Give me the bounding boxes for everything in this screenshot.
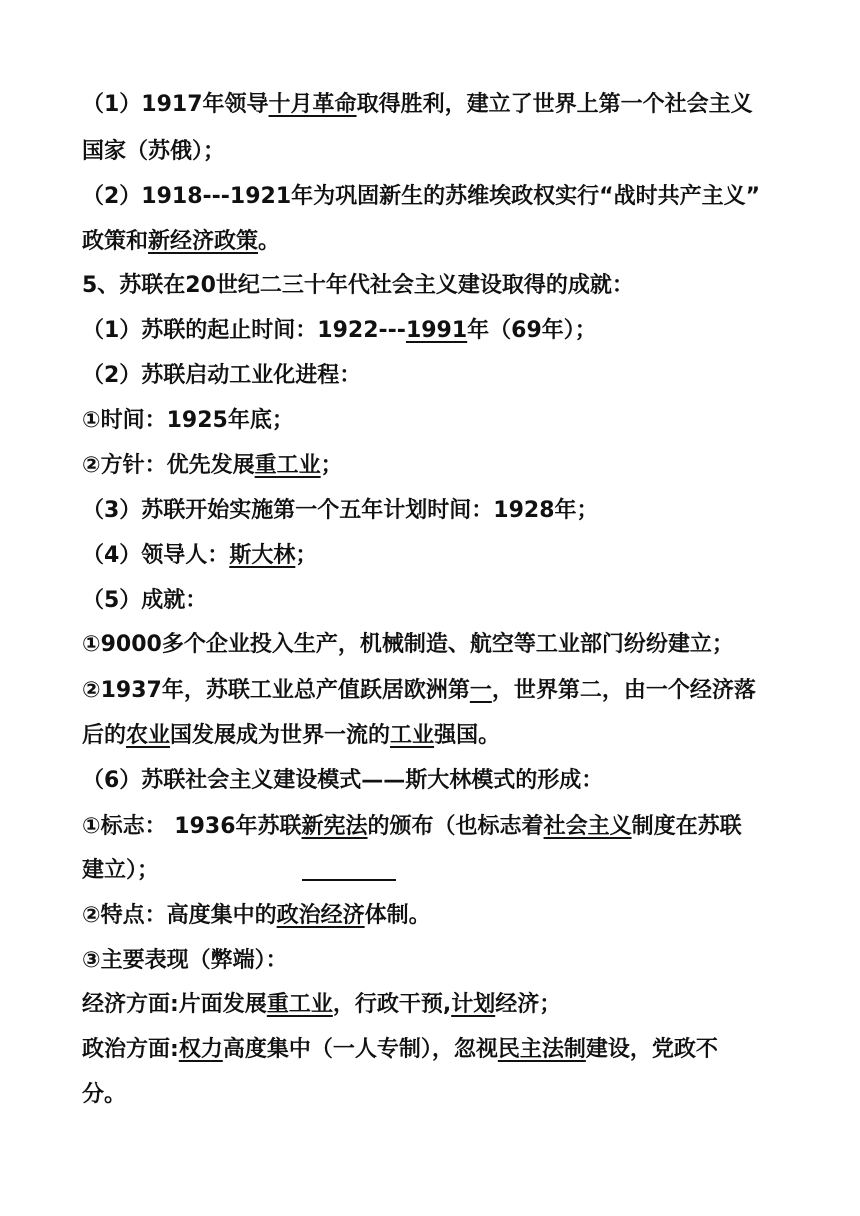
text-segment: 取得胜利，建立了世界上第一个社会主义	[356, 92, 753, 117]
underlined-answer: 重工业	[266, 992, 333, 1017]
text-segment: 高度集中（一人专制），忽视	[222, 1037, 498, 1062]
text-segment: ②1937年，苏联工业总产值跃居欧洲第	[82, 678, 470, 703]
text-segment: 政治方面:	[82, 1037, 179, 1062]
text-line	[82, 361, 782, 391]
text-segment: 年（69年）；	[467, 318, 597, 343]
underlined-answer: 一	[469, 678, 492, 703]
text-segment: 政策和	[82, 229, 149, 254]
text-line	[82, 271, 782, 301]
text-line	[82, 586, 782, 616]
underlined-answer: 十月革命	[268, 92, 357, 117]
underlined-answer: 权力	[178, 1037, 223, 1062]
text-segment: 。	[258, 229, 281, 254]
text-line	[82, 137, 782, 167]
underlined-answer: 社会主义	[543, 814, 632, 839]
text-segment: （1）苏联的起止时间：1922---	[82, 318, 406, 343]
text-segment: 强国。	[434, 723, 501, 748]
underlined-answer: 工业	[390, 723, 435, 748]
text-segment: 国发展成为世界一流的	[170, 723, 391, 748]
underlined-answer: 政治经济	[276, 903, 365, 928]
text-segment: 分。	[82, 1082, 127, 1107]
underlined-answer: 新宪法	[301, 814, 368, 839]
text-segment: 的颁布（也标志着	[367, 814, 544, 839]
text-segment: 体制。	[364, 903, 431, 928]
text-line	[82, 812, 782, 842]
text-line	[82, 990, 782, 1020]
text-segment: 5、苏联在20世纪二三十年代社会主义建设取得的成就：	[82, 273, 634, 298]
text-segment: （4）领导人：	[82, 543, 230, 568]
text-line	[82, 946, 782, 976]
text-segment: ③主要表现（弊端）：	[82, 948, 288, 973]
underlined-answer: 新经济政策	[148, 229, 259, 254]
text-segment: （2）1918---1921年为巩固新生的苏维埃政权实行“战时共产主义”	[82, 184, 761, 209]
underlined-answer: 斯大林	[229, 543, 296, 568]
text-line	[82, 901, 782, 931]
text-segment: 建立）；	[82, 858, 160, 883]
text-segment: ②特点：高度集中的	[82, 903, 277, 928]
text-segment: （1）1917年领导	[82, 92, 269, 117]
text-segment: ①时间：1925年底；	[82, 408, 294, 433]
text-segment: 经济方面:片面发展	[82, 992, 267, 1017]
text-line	[82, 406, 782, 436]
underlined-answer: 民主法制	[497, 1037, 586, 1062]
text-segment: （2）苏联启动工业化进程：	[82, 363, 362, 388]
underlined-answer: 1991	[405, 318, 468, 343]
underlined-answer: 重工业	[254, 453, 321, 478]
text-line	[82, 1035, 782, 1065]
text-line	[82, 1080, 782, 1110]
text-segment: 建设，党政不	[585, 1037, 718, 1062]
text-line	[82, 227, 782, 257]
underlined-answer: 计划	[451, 992, 496, 1017]
text-line	[82, 316, 782, 346]
text-line	[82, 541, 782, 571]
text-segment: 经济；	[495, 992, 562, 1017]
text-segment: ①标志： 1936年苏联	[82, 814, 302, 839]
text-line	[82, 721, 782, 751]
underlined-answer: 农业	[126, 723, 171, 748]
text-segment: （3）苏联开始实施第一个五年计划时间：1928年；	[82, 498, 599, 523]
text-segment: ②方针：优先发展	[82, 453, 255, 478]
text-line	[82, 182, 782, 212]
text-segment: ，行政干预,	[332, 992, 452, 1017]
text-segment: 国家（苏俄）；	[82, 139, 226, 164]
text-segment: ；	[295, 543, 318, 568]
text-line	[82, 766, 782, 796]
text-line	[82, 676, 782, 706]
fill-in-blank-line	[302, 879, 396, 881]
text-segment: 后的	[82, 723, 127, 748]
text-line	[82, 451, 782, 481]
text-line	[82, 856, 782, 886]
text-line	[82, 496, 782, 526]
text-line	[82, 630, 782, 660]
text-line	[82, 90, 782, 120]
text-segment: ，世界第二，由一个经济落	[491, 678, 756, 703]
text-segment: ①9000多个企业投入生产，机械制造、航空等工业部门纷纷建立；	[82, 632, 734, 657]
text-segment: （5）成就：	[82, 588, 208, 613]
text-segment: （6）苏联社会主义建设模式——斯大林模式的形成：	[82, 768, 604, 793]
text-segment: 制度在苏联	[631, 814, 742, 839]
text-segment: ；	[320, 453, 343, 478]
